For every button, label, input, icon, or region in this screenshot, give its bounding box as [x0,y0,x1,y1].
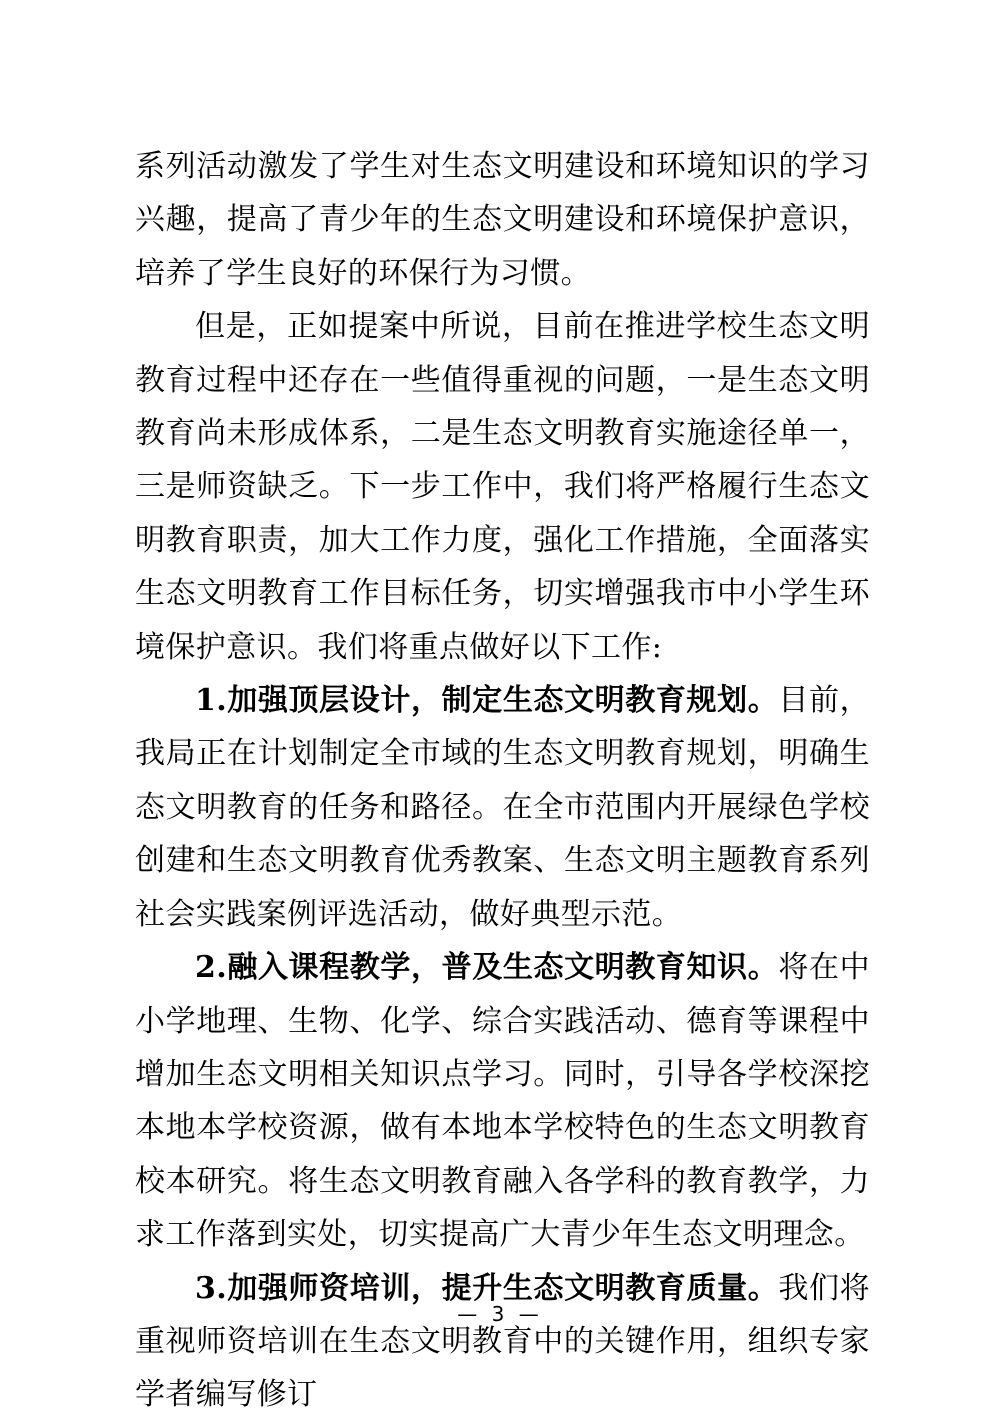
body-text [135,140,870,1422]
paragraph-continuation [135,140,870,300]
paragraph-lead: 2.融入课程教学，普及生态文明教育知识。 [195,950,779,986]
page-number: — 3 — [457,1302,543,1326]
paragraph-text: 目前，我局正在计划制定全市域的生态文明教育规划，明确生态文明教育的任务和路径。在全市范围内开展绿色学校创建和生态文明教育优秀教案、生态文明主题教育系列社会实践案例评选活动，做好典型示范。 [135,683,871,932]
paragraph-item-3 [135,1262,870,1422]
paragraph-issues [135,300,870,674]
paragraph-lead: 3.加强师资培训，提升生态文明教育质量。 [195,1270,779,1306]
paragraph-item-2 [135,941,870,1261]
paragraph-text: 但是，正如提案中所说，目前在推进学校生态文明教育过程中还存在一些值得重视的问题，一是生态文明教育尚未形成体系，二是生态文明教育实施途径单一，三是师资缺乏。下一步工作中，我们将严格履行生态文明教育职责，加大工作力度，强化工作措施，全面落实生态文明教育工作目标任务，切实增强我市中小学生环境保护意识。我们将重点做好以下工作: [135,309,870,665]
paragraph-item-1 [135,674,870,941]
paragraph-text: 将在中小学地理、生物、化学、综合实践活动、德育等课程中增加生态文明相关知识点学习。同时，引导各学校深挖本地本学校资源，做有本地本学校特色的生态文明教育校本研究。将生态文明教育融入各学科的教育教学，力求工作落到实处，切实提高广大青少年生态文明理念。 [135,950,871,1253]
paragraph-text: 系列活动激发了学生对生态文明建设和环境知识的学习兴趣，提高了青少年的生态文明建设和环境保护意识，培养了学生良好的环保行为习惯。 [135,149,870,291]
paragraph-text: 我们将重视师资培训在生态文明教育中的关键作用，组织专家学者编写修订 [135,1270,871,1413]
paragraph-lead: 1.加强顶层设计，制定生态文明教育规划。 [195,683,779,719]
